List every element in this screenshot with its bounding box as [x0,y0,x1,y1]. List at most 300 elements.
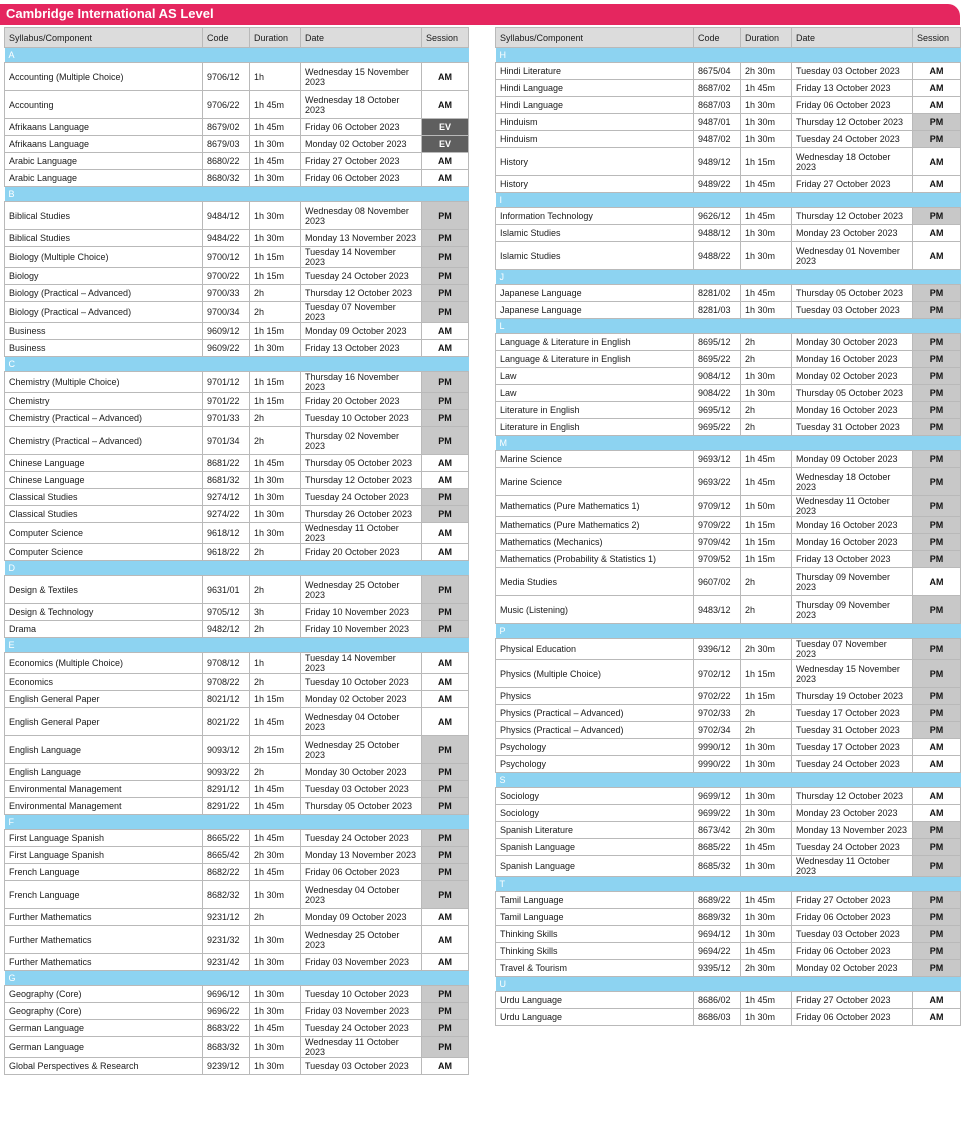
date-cell: Monday 13 November 2023 [792,822,913,839]
syllabus-cell: Islamic Studies [496,242,694,270]
date-cell: Wednesday 25 October 2023 [301,736,422,764]
code-cell: 9488/12 [694,225,741,242]
table-row [5,674,469,691]
session-badge: PM [422,798,469,815]
table-row [5,986,469,1003]
syllabus-cell: Law [496,368,694,385]
duration-cell: 1h 30m [741,788,792,805]
syllabus-cell: Further Mathematics [5,926,203,954]
syllabus-cell: Urdu Language [496,1009,694,1026]
code-cell: 9695/22 [694,419,741,436]
date-cell: Friday 06 October 2023 [301,864,422,881]
table-row [496,496,961,517]
date-cell: Friday 27 October 2023 [792,992,913,1009]
duration-cell: 1h 15m [250,268,301,285]
code-cell: 8695/12 [694,334,741,351]
session-badge: PM [913,960,961,977]
duration-cell: 2h [741,334,792,351]
syllabus-cell: Global Perspectives & Research [5,1058,203,1075]
session-badge: PM [913,534,961,551]
date-cell: Thursday 09 November 2023 [792,568,913,596]
duration-cell: 1h 30m [250,489,301,506]
date-cell: Tuesday 03 October 2023 [792,302,913,319]
date-cell: Wednesday 11 October 2023 [792,856,913,877]
code-cell: 9700/33 [203,285,250,302]
date-cell: Tuesday 24 October 2023 [792,839,913,856]
code-cell: 9709/42 [694,534,741,551]
table-row [5,523,469,544]
letter-label: F [5,815,469,830]
code-cell: 8681/32 [203,472,250,489]
syllabus-cell: Law [496,385,694,402]
table-row [5,170,469,187]
table-row [5,736,469,764]
table-row [496,302,961,319]
date-cell: Tuesday 03 October 2023 [301,781,422,798]
duration-cell: 1h 45m [250,153,301,170]
syllabus-cell: Economics (Multiple Choice) [5,653,203,674]
duration-cell: 1h 45m [741,943,792,960]
syllabus-cell: Hinduism [496,114,694,131]
syllabus-cell: First Language Spanish [5,847,203,864]
duration-cell: 1h 30m [741,385,792,402]
header-session: Session [913,28,961,48]
table-row [5,621,469,638]
syllabus-cell: Biology [5,268,203,285]
date-cell: Wednesday 25 October 2023 [301,576,422,604]
date-cell: Tuesday 24 October 2023 [301,830,422,847]
table-row [496,131,961,148]
date-cell: Monday 30 October 2023 [792,334,913,351]
syllabus-cell: Chemistry (Practical – Advanced) [5,427,203,455]
syllabus-cell: French Language [5,881,203,909]
date-cell: Tuesday 17 October 2023 [792,705,913,722]
code-cell: 9231/42 [203,954,250,971]
code-cell: 8685/32 [694,856,741,877]
letter-label: L [496,319,961,334]
syllabus-cell: Physical Education [496,639,694,660]
date-cell: Tuesday 31 October 2023 [792,722,913,739]
session-badge: EV [422,119,469,136]
syllabus-cell: Media Studies [496,568,694,596]
syllabus-cell: Mathematics (Pure Mathematics 2) [496,517,694,534]
duration-cell: 1h 30m [741,97,792,114]
code-cell: 9702/34 [694,722,741,739]
table-row [496,80,961,97]
duration-cell: 2h [741,705,792,722]
table-row [5,153,469,170]
duration-cell: 1h 30m [250,136,301,153]
duration-cell: 1h 30m [250,1058,301,1075]
header-syllabus: Syllabus/Component [5,28,203,48]
date-cell: Wednesday 11 October 2023 [301,523,422,544]
code-cell: 8679/02 [203,119,250,136]
syllabus-cell: Biblical Studies [5,202,203,230]
duration-cell: 1h 45m [741,80,792,97]
table-row [496,334,961,351]
code-cell: 9701/22 [203,393,250,410]
duration-cell: 1h 45m [250,798,301,815]
code-cell: 9093/12 [203,736,250,764]
letter-label: I [496,193,961,208]
syllabus-cell: Further Mathematics [5,909,203,926]
session-badge: PM [913,368,961,385]
code-cell: 9631/01 [203,576,250,604]
syllabus-cell: Mathematics (Mechanics) [496,534,694,551]
date-cell: Monday 16 October 2023 [792,402,913,419]
letter-divider [5,187,469,202]
code-cell: 9084/12 [694,368,741,385]
session-badge: PM [422,576,469,604]
session-badge: PM [422,781,469,798]
session-badge: PM [422,285,469,302]
syllabus-cell: Japanese Language [496,285,694,302]
session-badge: PM [422,847,469,864]
date-cell: Friday 06 October 2023 [792,97,913,114]
letter-divider [496,773,961,788]
session-badge: PM [422,830,469,847]
date-cell: Thursday 05 October 2023 [301,455,422,472]
syllabus-cell: First Language Spanish [5,830,203,847]
syllabus-cell: Marine Science [496,468,694,496]
date-cell: Wednesday 18 October 2023 [792,468,913,496]
date-cell: Friday 27 October 2023 [792,176,913,193]
duration-cell: 1h 15m [250,372,301,393]
syllabus-cell: Biology (Multiple Choice) [5,247,203,268]
code-cell: 8291/22 [203,798,250,815]
session-badge: PM [913,892,961,909]
session-badge: AM [422,653,469,674]
letter-label: H [496,48,961,63]
syllabus-cell: Computer Science [5,544,203,561]
session-badge: PM [422,427,469,455]
duration-cell: 1h 15m [250,323,301,340]
duration-cell: 1h 45m [250,119,301,136]
date-cell: Tuesday 07 November 2023 [792,639,913,660]
code-cell: 8021/12 [203,691,250,708]
duration-cell: 1h 45m [250,708,301,736]
table-row [496,805,961,822]
table-row [496,225,961,242]
session-badge: AM [913,805,961,822]
duration-cell: 1h 15m [741,148,792,176]
date-cell: Friday 13 October 2023 [792,80,913,97]
duration-cell: 2h 30m [741,822,792,839]
session-badge: AM [913,568,961,596]
syllabus-cell: Afrikaans Language [5,119,203,136]
code-cell: 9618/12 [203,523,250,544]
code-cell: 9231/12 [203,909,250,926]
duration-cell: 1h 30m [250,954,301,971]
duration-cell: 1h 30m [250,506,301,523]
date-cell: Wednesday 18 October 2023 [792,148,913,176]
syllabus-cell: Classical Studies [5,489,203,506]
syllabus-cell: Arabic Language [5,170,203,187]
syllabus-cell: English Language [5,736,203,764]
table-row [5,202,469,230]
table-row [5,691,469,708]
syllabus-cell: Economics [5,674,203,691]
code-cell: 9274/22 [203,506,250,523]
date-cell: Monday 13 November 2023 [301,847,422,864]
duration-cell: 1h 30m [741,225,792,242]
table-row [5,372,469,393]
syllabus-cell: Thinking Skills [496,943,694,960]
duration-cell: 2h 30m [741,63,792,80]
session-badge: PM [913,722,961,739]
duration-cell: 1h 30m [250,1003,301,1020]
code-cell: 9700/22 [203,268,250,285]
duration-cell: 1h 30m [741,302,792,319]
session-badge: PM [913,334,961,351]
table-row [5,1058,469,1075]
duration-cell: 2h [741,596,792,624]
letter-divider [496,436,961,451]
duration-cell: 1h 15m [250,393,301,410]
duration-cell: 1h 30m [741,739,792,756]
code-cell: 8673/42 [694,822,741,839]
syllabus-cell: Marine Science [496,451,694,468]
session-badge: EV [422,136,469,153]
table-row [5,708,469,736]
session-badge: PM [422,410,469,427]
duration-cell: 1h 15m [741,534,792,551]
code-cell: 9709/52 [694,551,741,568]
duration-cell: 2h 15m [250,736,301,764]
letter-label: T [496,877,961,892]
table-row [496,351,961,368]
syllabus-cell: Further Mathematics [5,954,203,971]
letter-divider [5,815,469,830]
date-cell: Wednesday 11 October 2023 [792,496,913,517]
syllabus-cell: Japanese Language [496,302,694,319]
letter-divider [5,561,469,576]
table-row [5,247,469,268]
syllabus-cell: Physics (Multiple Choice) [496,660,694,688]
page-title: Cambridge International AS Level [6,6,214,21]
date-cell: Tuesday 10 October 2023 [301,674,422,691]
table-row [5,393,469,410]
syllabus-cell: Physics [496,688,694,705]
session-badge: PM [422,230,469,247]
date-cell: Wednesday 01 November 2023 [792,242,913,270]
code-cell: 9990/22 [694,756,741,773]
syllabus-cell: Accounting (Multiple Choice) [5,63,203,91]
session-badge: PM [422,1003,469,1020]
code-cell: 9487/02 [694,131,741,148]
session-badge: PM [913,114,961,131]
table-row [5,302,469,323]
syllabus-cell: Spanish Literature [496,822,694,839]
letter-label: J [496,270,961,285]
code-cell: 9695/12 [694,402,741,419]
date-cell: Friday 10 November 2023 [301,604,422,621]
session-badge: PM [913,822,961,839]
table-row [5,954,469,971]
duration-cell: 2h 30m [741,960,792,977]
session-badge: PM [913,551,961,568]
table-row [5,1003,469,1020]
code-cell: 9618/22 [203,544,250,561]
session-badge: PM [913,517,961,534]
duration-cell: 1h 45m [741,992,792,1009]
code-cell: 9484/12 [203,202,250,230]
session-badge: PM [422,393,469,410]
date-cell: Monday 16 October 2023 [792,517,913,534]
code-cell: 9626/12 [694,208,741,225]
session-badge: AM [913,63,961,80]
letter-divider [5,357,469,372]
table-row [496,451,961,468]
table-row [5,604,469,621]
code-cell: 9696/22 [203,1003,250,1020]
syllabus-cell: English General Paper [5,708,203,736]
code-cell: 9084/22 [694,385,741,402]
syllabus-cell: Computer Science [5,523,203,544]
session-badge: AM [913,739,961,756]
table-row [5,427,469,455]
session-badge: AM [913,242,961,270]
duration-cell: 1h 15m [741,660,792,688]
session-badge: PM [913,351,961,368]
syllabus-cell: Hindi Language [496,80,694,97]
table-row [496,63,961,80]
table-header-row [496,28,961,48]
table-row [496,688,961,705]
session-badge: PM [422,268,469,285]
code-cell: 9694/12 [694,926,741,943]
date-cell: Friday 10 November 2023 [301,621,422,638]
session-badge: PM [913,385,961,402]
code-cell: 8680/22 [203,153,250,170]
header-syllabus: Syllabus/Component [496,28,694,48]
syllabus-cell: Afrikaans Language [5,136,203,153]
date-cell: Thursday 12 October 2023 [792,114,913,131]
code-cell: 8689/22 [694,892,741,909]
duration-cell: 1h 30m [250,986,301,1003]
session-badge: AM [422,323,469,340]
duration-cell: 2h [741,568,792,596]
syllabus-cell: Information Technology [496,208,694,225]
syllabus-cell: French Language [5,864,203,881]
table-row [5,1037,469,1058]
code-cell: 9395/12 [694,960,741,977]
duration-cell: 1h 45m [741,839,792,856]
letter-divider [5,971,469,986]
table-row [5,798,469,815]
duration-cell: 3h [250,604,301,621]
duration-cell: 1h 30m [741,114,792,131]
session-badge: PM [422,1020,469,1037]
date-cell: Friday 27 October 2023 [792,892,913,909]
letter-divider [496,270,961,285]
syllabus-cell: Arabic Language [5,153,203,170]
table-row [5,136,469,153]
table-row [496,892,961,909]
syllabus-cell: Hindi Literature [496,63,694,80]
session-badge: PM [913,688,961,705]
table-row [496,856,961,877]
date-cell: Tuesday 10 October 2023 [301,410,422,427]
session-badge: AM [913,788,961,805]
session-badge: PM [422,489,469,506]
session-badge: AM [913,176,961,193]
syllabus-cell: Biblical Studies [5,230,203,247]
header-date: Date [792,28,913,48]
exam-timetable-right [495,27,961,1026]
code-cell: 8675/04 [694,63,741,80]
code-cell: 8687/03 [694,97,741,114]
table-row [496,1009,961,1026]
duration-cell: 2h [741,419,792,436]
header-duration: Duration [250,28,301,48]
session-badge: AM [422,691,469,708]
session-badge: PM [913,496,961,517]
date-cell: Wednesday 04 October 2023 [301,881,422,909]
syllabus-cell: Physics (Practical – Advanced) [496,705,694,722]
duration-cell: 1h 30m [741,909,792,926]
code-cell: 8665/42 [203,847,250,864]
session-badge: PM [913,402,961,419]
syllabus-cell: Music (Listening) [496,596,694,624]
table-row [5,864,469,881]
date-cell: Tuesday 03 October 2023 [792,926,913,943]
syllabus-cell: English Language [5,764,203,781]
code-cell: 8281/02 [694,285,741,302]
session-badge: AM [422,91,469,119]
date-cell: Tuesday 03 October 2023 [792,63,913,80]
syllabus-cell: German Language [5,1020,203,1037]
duration-cell: 1h 45m [250,1020,301,1037]
date-cell: Monday 16 October 2023 [792,534,913,551]
table-row [5,764,469,781]
date-cell: Wednesday 04 October 2023 [301,708,422,736]
table-row [496,926,961,943]
duration-cell: 1h 15m [741,551,792,568]
duration-cell: 2h [741,722,792,739]
duration-cell: 1h 30m [250,202,301,230]
table-row [5,576,469,604]
table-row [496,568,961,596]
code-cell: 9482/12 [203,621,250,638]
date-cell: Monday 09 October 2023 [301,909,422,926]
duration-cell: 1h 45m [250,781,301,798]
syllabus-cell: Spanish Language [496,856,694,877]
code-cell: 9274/12 [203,489,250,506]
table-row [5,909,469,926]
date-cell: Tuesday 10 October 2023 [301,986,422,1003]
date-cell: Monday 09 October 2023 [301,323,422,340]
duration-cell: 1h 30m [250,472,301,489]
session-badge: AM [422,523,469,544]
code-cell: 9396/12 [694,639,741,660]
code-cell: 8021/22 [203,708,250,736]
session-badge: AM [422,1058,469,1075]
session-badge: PM [422,986,469,1003]
date-cell: Monday 02 October 2023 [301,136,422,153]
session-badge: PM [422,621,469,638]
session-badge: PM [913,839,961,856]
code-cell: 9239/12 [203,1058,250,1075]
table-row [496,722,961,739]
code-cell: 9709/22 [694,517,741,534]
table-row [5,410,469,427]
table-row [5,926,469,954]
table-row [496,402,961,419]
date-cell: Thursday 19 October 2023 [792,688,913,705]
date-cell: Friday 27 October 2023 [301,153,422,170]
code-cell: 9708/22 [203,674,250,691]
